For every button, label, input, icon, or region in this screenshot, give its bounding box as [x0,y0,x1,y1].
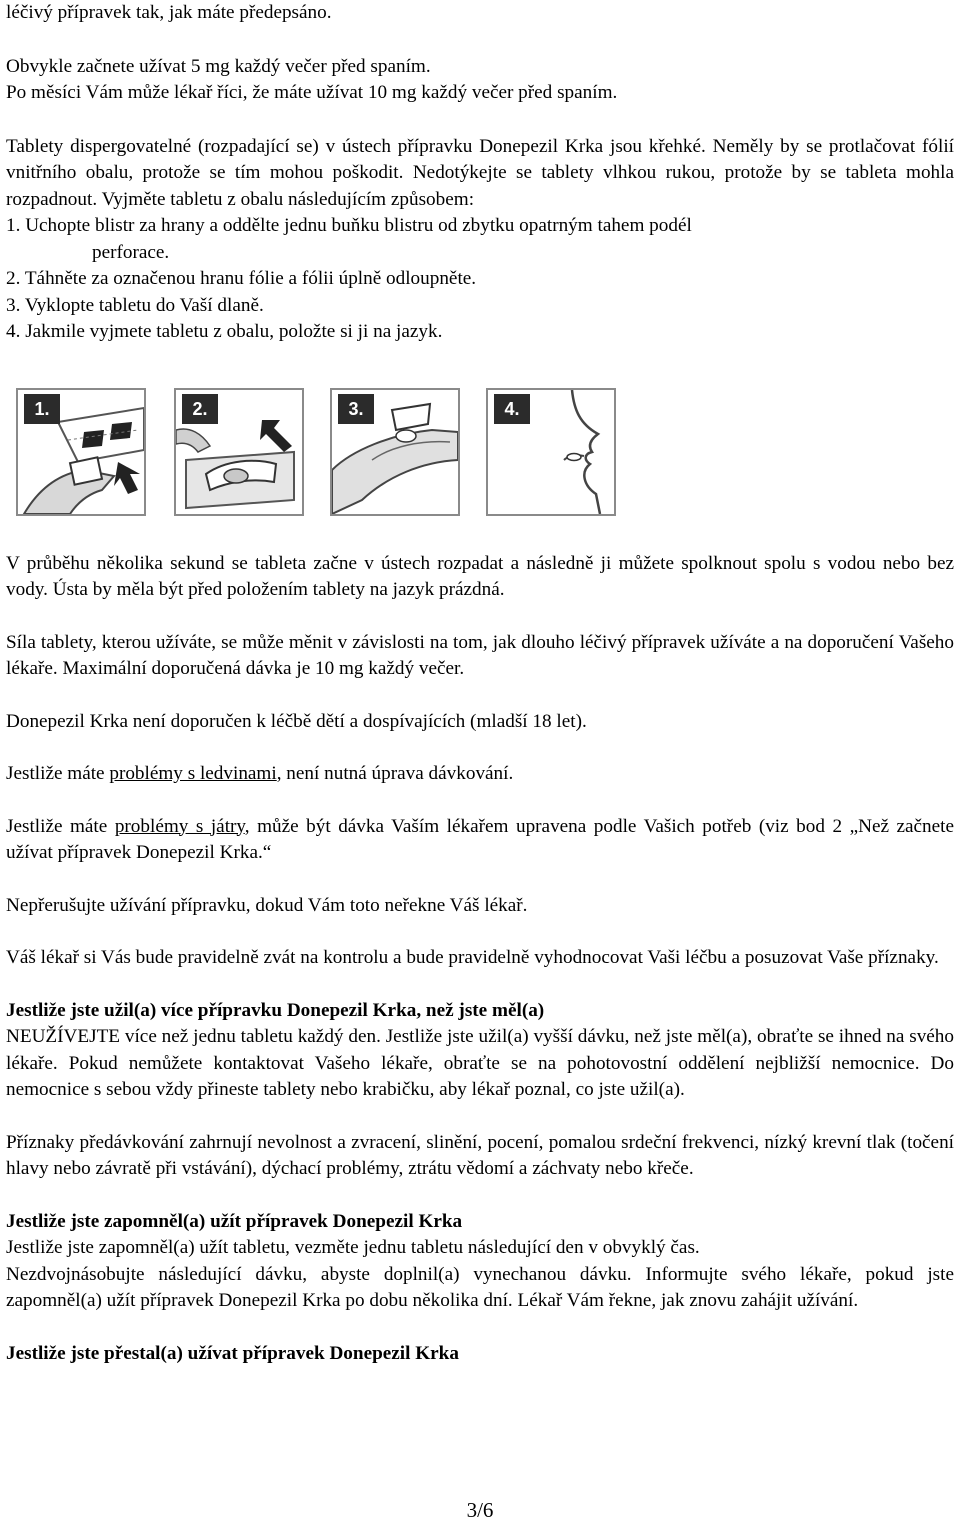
heading-text: Jestliže jste zapomněl(a) užít přípravek Donepezil Krka [6,1210,463,1232]
heading-text: Jestliže jste přestal(a) užívat přípravek Donepezil Krka [6,1342,459,1364]
instruction-figures [6,388,954,523]
figure-step-3 [330,388,460,516]
paragraph-children: Donepezil Krka není doporučen k léčbě dětí a dospívajících (mladší 18 let). [6,710,587,732]
paragraph-checkups: Váš lékař si Vás bude pravidelně zvát na kontrolu a bude pravidelně vyhodnocovat Vaši léčbu a posuzovat Vaše příznaky. [6,947,939,968]
liver-problems-link[interactable]: problémy s játry [114,815,245,837]
text-run: Jestliže máte [6,763,110,784]
paragraph-strength: Síla tablety, kterou užíváte, se může měnit v závislosti na tom, jak dlouho léčivý přípravek užíváte a na doporučení Vašeho lékaře. Maximální doporučená dávka je 10 mg každý večer. [6,631,954,679]
instruction-step-3: 3. Vyklopte tabletu do Vaší dlaně. [6,294,264,316]
paragraph-overdose-symptoms: Příznaky předávkování zahrnují nevolnost a zvracení, slinění, pocení, pomalou srdeční frekvenci, nízký krevní tlak (točení hlavy nebo závratě při vstávání), dýchací problémy, ztrátu vědomí a záchvaty nebo křeče. [6,1131,954,1179]
heading-text: Jestliže jste užil(a) více přípravku Donepezil Krka, než jste měl(a) [6,999,545,1021]
heading-stop-taking [6,1341,954,1368]
step-text-continued: perforace. [92,241,170,263]
instruction-step-4: 4. Jakmile vyjmete tabletu z obalu, položte si ji na jazyk. [6,321,443,342]
instruction-step-1 [6,213,954,266]
text-run: , není nutná úprava dávkování. [276,763,514,784]
heading-overdose [6,998,954,1025]
text-run: , může být dávka Vaším lékařem upravena podle Vašich potřeb (viz bod 2 „Než začnete užívat přípravek Donepezil Krka.“ [6,815,955,863]
document-page [6,0,955,1522]
text-run: Jestliže máte [6,815,115,837]
figure-step-1 [16,388,146,516]
figure-step-2 [174,388,304,516]
text-line: léčivý přípravek tak, jak máte předepsáno. [6,2,332,23]
figure-number: 4. [494,394,530,424]
paragraph-overdose: NEUŽÍVEJTE více než jednu tabletu každý den. Jestliže jste užil(a) vyšší dávku, než jste měl(a), obraťte se ihned na svého lékaře. Pokud nemůžete kontaktovat Vašeho lékaře, obraťte se na pohotovostní oddělení nejbližší nemocnice. Do nemocnice s sebou vždy přineste tablety nebo krabičku, aby lékař poznal, co jste užil(a). [6,1026,954,1100]
page-number: 3/6 [466,1498,494,1522]
step-text: 1. Uchopte blistr za hrany a oddělte jednu buňku blistru od zbytku opatrným tahem podél [6,215,692,236]
figure-number: 2. [182,394,218,424]
text-line: Obvykle začnete užívat 5 mg každý večer před spaním. [6,55,431,77]
kidney-problems-link[interactable]: problémy s ledvinami [109,763,277,784]
instruction-step-2: 2. Táhněte za označenou hranu fólie a fólii úplně odloupněte. [6,268,477,289]
figure-step-4 [486,388,616,516]
text-line: Po měsíci Vám může lékař říci, že máte užívat 10 mg každý večer před spaním. [6,82,618,103]
paragraph-dissolve: V průběhu několika sekund se tableta začne v ústech rozpadat a následně ji můžete spolknout spolu s vodou nebo bez vody. Ústa by měla být před položením tablety na jazyk prázdná. [6,552,954,600]
paragraph-kidneys [6,761,954,788]
figure-number: 3. [338,394,374,424]
paragraph-liver [6,814,954,867]
paragraph-missed-dose: Jestliže jste zapomněl(a) užít tabletu, vezměte jednu tabletu následující den v obvyklý čas. [6,1237,700,1258]
heading-missed-dose [6,1209,954,1236]
paragraph-handling: Tablety dispergovatelné (rozpadající se) v ústech přípravku Donepezil Krka jsou křehké. Neměly by se protlačovat fólií vnitřního obalu, protože se tím mohou poškodit. Nedotýkejte se tablety vlhkou rukou, protože by se tableta mohla rozpadnout. Vyjměte tabletu z obalu následujícím způsobem: [6,135,954,210]
paragraph-no-double-dose: Nezdvojnásobujte následující dávku, abyste doplnil(a) vynechanou dávku. Informujte svého lékaře, pokud jste zapomněl(a) užít přípravek Donepezil Krka po dobu několika dní. Lékař Vám řekne, jak znovu zahájit užívání. [6,1263,954,1311]
paragraph-do-not-stop: Nepřerušujte užívání přípravku, dokud Vám toto neřekne Váš lékař. [6,894,528,916]
figure-number: 1. [24,394,60,424]
